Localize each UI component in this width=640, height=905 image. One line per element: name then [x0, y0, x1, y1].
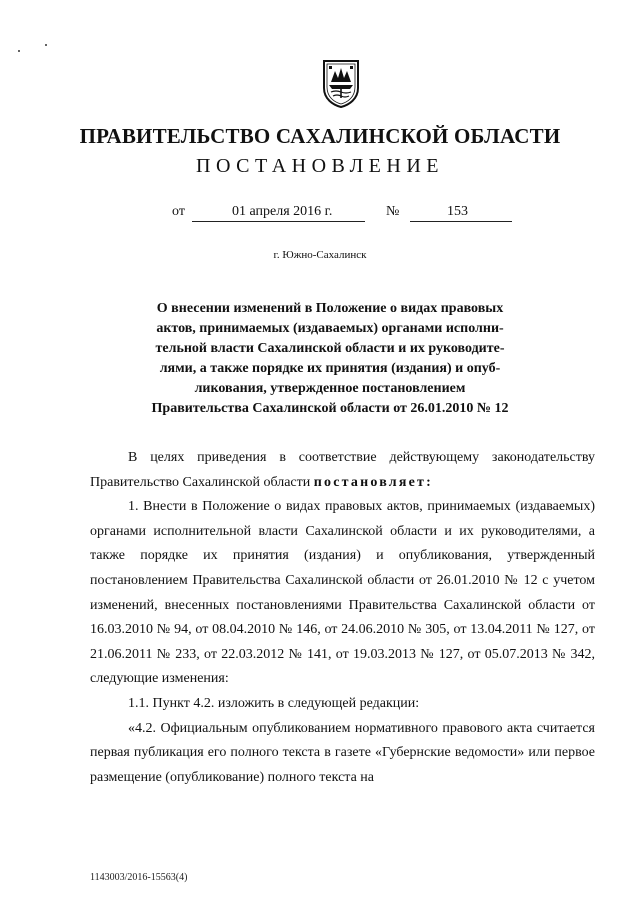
document-date: 01 апреля 2016 г. — [232, 204, 333, 219]
city-name: г. Южно-Сахалинск — [273, 249, 367, 261]
date-underline — [192, 221, 365, 222]
scan-speck — [18, 50, 20, 52]
number-underline — [410, 221, 512, 222]
scan-speck — [45, 44, 47, 46]
intro-text: В целях приведения в соответствие действующему законодательству Правительство Сахалинской области — [90, 450, 595, 490]
heading-line: лями, а также порядке их принятия (издания) и опуб- — [159, 361, 501, 376]
number-prefix: № — [386, 204, 400, 219]
document-number: 153 — [447, 204, 468, 219]
heading-line: ликования, утвержденное постановлением — [194, 381, 466, 396]
heading-line: О внесении изменений в Положение о видах правовых — [156, 301, 504, 316]
item-1-paragraph: 1. Внести в Положение о видах правовых актов, принимаемых (издаваемых) органами исполнительной власти Сахалинской области и их руководителями, а также порядке их принятия (издания) и опубликования, утвержденный постановлением Правительства Сахалинской области от 26.01.2010 № 12 с учетом изменений, внесенных постановлениями Правительства Сахалинской области от 16.03.2010 № 94, от 08.04.2010 № 146, от 24.06.2010 № 305, от 13.04.2011 № 127, от 21.06.2011 № 233, от 22.03.2012 № 141, от 19.03.2013 № 127, от 05.07.2013 № 342, следующие изменения: — [90, 499, 595, 687]
document-heading — [120, 299, 540, 419]
heading-line: Правительства Сахалинской области от 26.01.2010 № 12 — [151, 401, 509, 416]
quote-4-2-paragraph: «4.2. Официальным опубликованием нормативного правового акта считается первая публикация его полного текста в газете «Губернские ведомости» или первое размещение (опубликование) полного текста на — [90, 720, 595, 785]
document-id: 1143003/2016-15563(4) — [90, 872, 188, 883]
document-body — [90, 446, 595, 790]
intro-verb: постановляет: — [313, 474, 433, 490]
sakhalin-coat-of-arms-icon — [321, 58, 361, 108]
date-number-line — [0, 204, 640, 226]
organization-title: ПРАВИТЕЛЬСТВО САХАЛИНСКОЙ ОБЛАСТИ — [79, 124, 561, 148]
document-type: ПОСТАНОВЛЕНИЕ — [196, 155, 444, 177]
heading-line: актов, принимаемых (издаваемых) органами исполни- — [156, 321, 504, 336]
item-1-1-paragraph: 1.1. Пункт 4.2. изложить в следующей редакции: — [128, 695, 420, 711]
intro-paragraph — [90, 446, 595, 495]
heading-line: тельной власти Сахалинской области и их руководите- — [155, 341, 505, 356]
date-prefix: от — [172, 204, 185, 219]
